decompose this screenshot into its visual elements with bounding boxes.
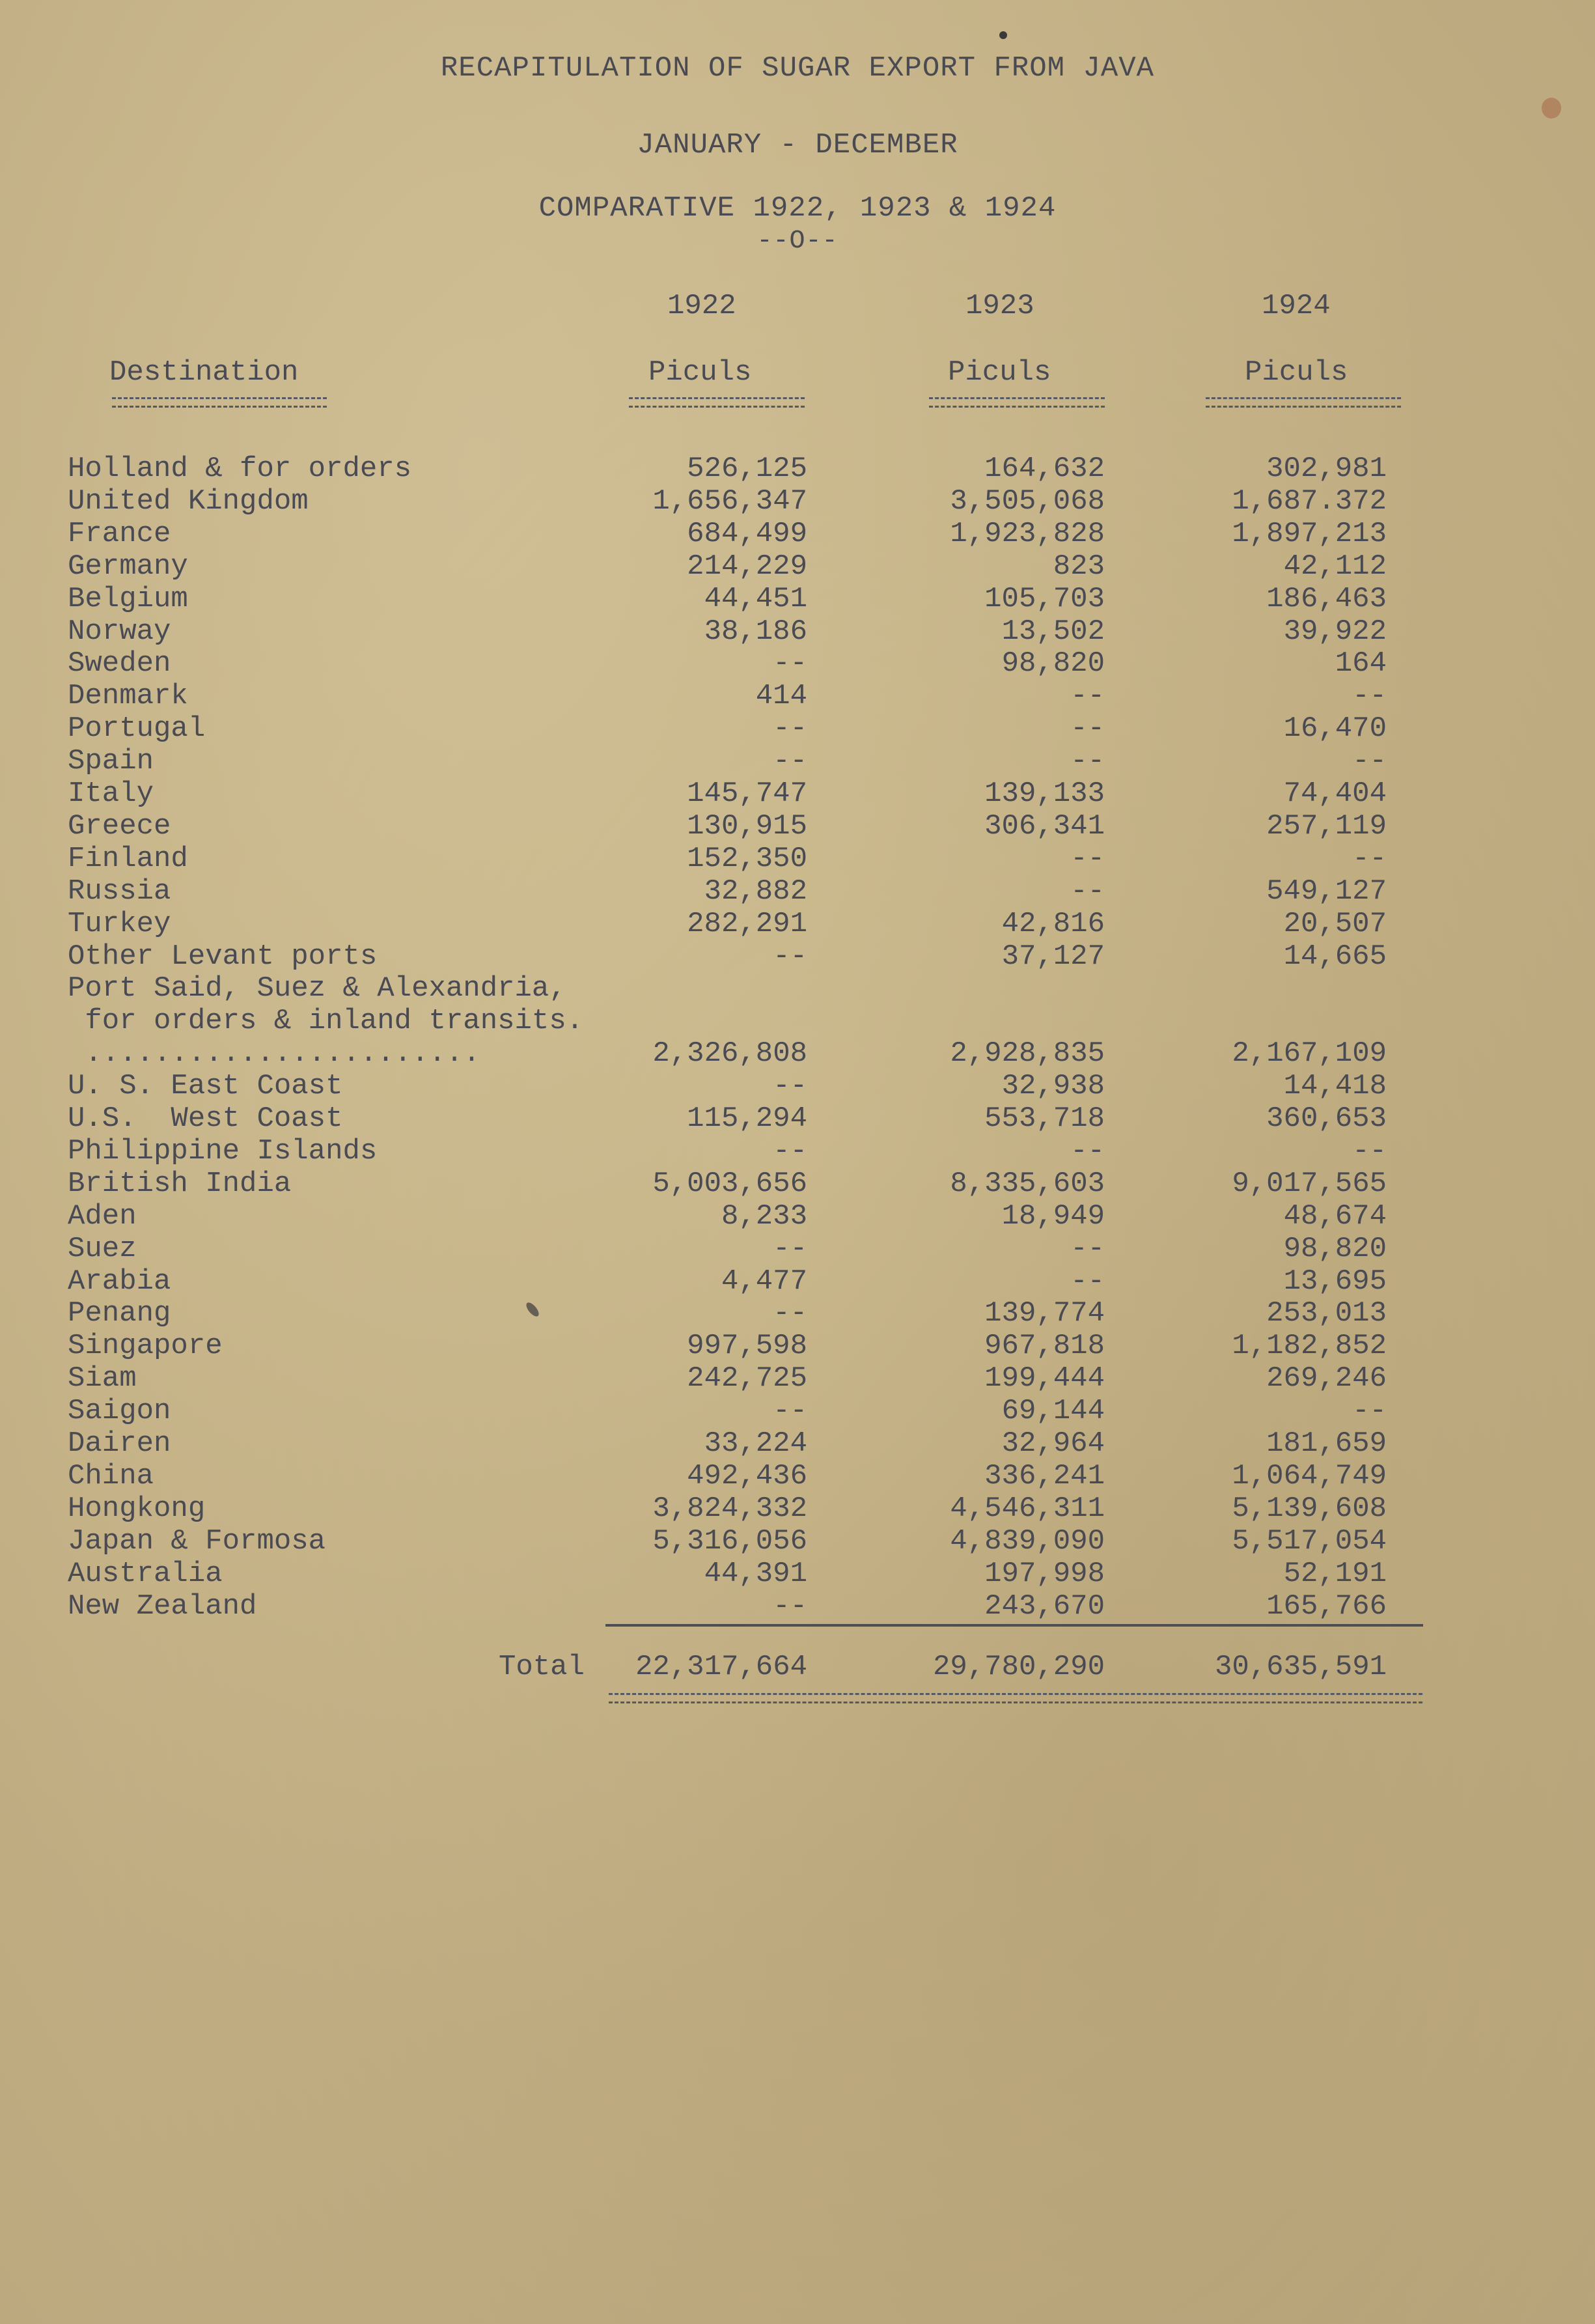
table-row (0, 1168, 1595, 1200)
value-1922-cell: 32,882 (704, 875, 807, 908)
value-1922-cell: -- (773, 745, 807, 778)
value-1923-cell: -- (1070, 1232, 1105, 1265)
ink-speck (999, 31, 1007, 39)
value-1923-cell: 37,127 (1001, 940, 1105, 973)
value-1922-cell: -- (773, 940, 807, 973)
destination-cell: China (68, 1459, 154, 1492)
table-row (0, 1200, 1595, 1233)
value-1924-cell: 2,167,109 (1232, 1037, 1387, 1071)
destination-cell: U. S. East Coast (68, 1070, 343, 1103)
value-1923-cell: -- (1070, 1265, 1105, 1298)
table-row (0, 810, 1595, 843)
table-row (0, 972, 1595, 1005)
value-1924-cell: 52,191 (1283, 1557, 1387, 1590)
value-1924-cell: 74,404 (1283, 777, 1387, 810)
value-1924-cell: 360,653 (1266, 1102, 1387, 1135)
value-1924-cell: 20,507 (1283, 907, 1387, 940)
value-1924-cell: 269,246 (1266, 1362, 1387, 1395)
value-1922-cell: 214,229 (687, 550, 807, 583)
value-1923-cell: 967,818 (984, 1330, 1105, 1363)
value-1923-cell: 2,928,835 (950, 1037, 1105, 1071)
comparative-label: COMPARATIVE 1922, 1923 & 1924 (538, 192, 1057, 225)
value-1922-cell: -- (773, 1395, 807, 1428)
destination-cell: for orders & inland transits. (68, 1005, 584, 1038)
destination-cell: Australia (68, 1557, 223, 1590)
document-title: RECAPITULATION OF SUGAR EXPORT FROM JAVA (440, 52, 1155, 85)
value-1923-cell: -- (1070, 680, 1105, 713)
table-row (0, 777, 1595, 810)
destination-cell: Belgium (68, 582, 188, 615)
table-row (0, 940, 1595, 973)
table-row (0, 1233, 1595, 1265)
destination-cell: Norway (68, 615, 171, 648)
value-1922-cell: 492,436 (687, 1459, 807, 1492)
total-1922: 22,317,664 (635, 1651, 807, 1683)
destination-cell: Germany (68, 550, 188, 583)
value-1922-cell: 2,326,808 (652, 1037, 807, 1071)
value-1922-cell: 44,391 (704, 1557, 807, 1590)
destination-cell: ....................... (68, 1037, 480, 1071)
value-1924-cell: 186,463 (1266, 582, 1387, 615)
table-row (0, 1395, 1595, 1427)
value-1922-cell: -- (773, 1589, 807, 1623)
value-1922-cell: -- (773, 1232, 807, 1265)
value-1923-cell: 18,949 (1001, 1199, 1105, 1233)
value-1924-cell: -- (1352, 745, 1387, 778)
destination-cell: Port Said, Suez & Alexandria, (68, 972, 566, 1005)
unit-1924-header: Piculs (1245, 356, 1348, 389)
table-row (0, 1460, 1595, 1492)
value-1922-cell: 33,224 (704, 1427, 807, 1460)
table-row (0, 1492, 1595, 1525)
value-1922-cell: 242,725 (687, 1362, 807, 1395)
destination-cell: Singapore (68, 1330, 223, 1363)
destination-cell: Greece (68, 809, 171, 843)
destination-cell: Aden (68, 1199, 137, 1233)
total-1923: 29,780,290 (932, 1651, 1105, 1683)
value-1923-cell: -- (1070, 875, 1105, 908)
value-1924-cell: 1,897,213 (1232, 517, 1387, 550)
destination-cell: Penang (68, 1297, 171, 1330)
table-row (0, 745, 1595, 777)
value-1924-cell: 9,017,565 (1232, 1167, 1387, 1200)
value-1924-cell: 1,064,749 (1232, 1459, 1387, 1492)
value-1923-cell: 98,820 (1001, 647, 1105, 680)
value-1924-cell: 1,687.372 (1232, 484, 1387, 518)
destination-cell: United Kingdom (68, 484, 309, 518)
value-1922-cell: 5,003,656 (652, 1167, 807, 1200)
table-row (0, 875, 1595, 908)
destination-cell: U.S. West Coast (68, 1102, 343, 1135)
table-row (0, 550, 1595, 583)
value-1922-cell: 8,233 (721, 1199, 807, 1233)
total-double-underline (609, 1693, 1422, 1703)
table-row (0, 843, 1595, 875)
value-1924-cell: 98,820 (1283, 1232, 1387, 1265)
table-row (0, 647, 1595, 680)
value-1923-cell: 8,335,603 (950, 1167, 1105, 1200)
value-1923-cell: 823 (1053, 550, 1105, 583)
value-1923-cell: 336,241 (984, 1459, 1105, 1492)
table-row (0, 1427, 1595, 1460)
destination-cell: Saigon (68, 1395, 171, 1428)
value-1922-cell: -- (773, 1297, 807, 1330)
value-1923-cell: 3,505,068 (950, 484, 1105, 518)
value-1923-cell: 4,546,311 (950, 1492, 1105, 1525)
table-row (0, 518, 1595, 550)
value-1924-cell: 1,182,852 (1232, 1330, 1387, 1363)
value-1924-cell: 14,418 (1283, 1070, 1387, 1103)
value-1922-cell: 3,824,332 (652, 1492, 807, 1525)
table-row (0, 1525, 1595, 1558)
value-1923-cell: 197,998 (984, 1557, 1105, 1590)
destination-cell: Arabia (68, 1265, 171, 1298)
table-row (0, 1037, 1595, 1070)
table-row (0, 615, 1595, 648)
table-row (0, 1558, 1595, 1590)
value-1923-cell: 199,444 (984, 1362, 1105, 1395)
value-1924-cell: 165,766 (1266, 1589, 1387, 1623)
table-row (0, 1297, 1595, 1330)
value-1922-cell: 1,656,347 (652, 484, 807, 518)
value-1924-cell: 42,112 (1283, 550, 1387, 583)
unit-1923-underline (929, 397, 1105, 408)
table-row (0, 680, 1595, 712)
value-1923-cell: 32,938 (1001, 1070, 1105, 1103)
year-1924-header: 1924 (1262, 290, 1331, 322)
value-1922-cell: 130,915 (687, 809, 807, 843)
destination-header-underline (112, 397, 327, 408)
value-1923-cell: 32,964 (1001, 1427, 1105, 1460)
table-row (0, 1070, 1595, 1102)
unit-1922-underline (629, 397, 805, 408)
value-1924-cell: 549,127 (1266, 875, 1387, 908)
value-1922-cell: 4,477 (721, 1265, 807, 1298)
total-label: Total (498, 1651, 585, 1683)
value-1923-cell: -- (1070, 745, 1105, 778)
value-1924-cell: 5,517,054 (1232, 1524, 1387, 1558)
value-1922-cell: -- (773, 1134, 807, 1168)
destination-cell: Suez (68, 1232, 137, 1265)
value-1922-cell: 5,316,056 (652, 1524, 807, 1558)
separator: --O-- (756, 227, 839, 256)
value-1922-cell: 414 (755, 680, 807, 713)
value-1923-cell: 139,133 (984, 777, 1105, 810)
value-1923-cell: 553,718 (984, 1102, 1105, 1135)
destination-cell: Finland (68, 842, 188, 875)
value-1923-cell: 139,774 (984, 1297, 1105, 1330)
destination-cell: France (68, 517, 171, 550)
destination-cell: Spain (68, 745, 154, 778)
value-1924-cell: -- (1352, 680, 1387, 713)
destination-cell: Italy (68, 777, 154, 810)
destination-cell: Japan & Formosa (68, 1524, 326, 1558)
value-1923-cell: 1,923,828 (950, 517, 1105, 550)
value-1923-cell: 13,502 (1001, 615, 1105, 648)
destination-cell: Philippine Islands (68, 1134, 378, 1168)
destination-cell: Other Levant ports (68, 940, 378, 973)
destination-cell: Siam (68, 1362, 137, 1395)
table-row (0, 453, 1595, 485)
value-1924-cell: 253,013 (1266, 1297, 1387, 1330)
value-1922-cell: 145,747 (687, 777, 807, 810)
value-1922-cell: 282,291 (687, 907, 807, 940)
destination-cell: Hongkong (68, 1492, 206, 1525)
table-row (0, 583, 1595, 615)
value-1922-cell: -- (773, 712, 807, 746)
value-1924-cell: 181,659 (1266, 1427, 1387, 1460)
total-row (0, 1651, 1595, 1683)
value-1924-cell: 5,139,608 (1232, 1492, 1387, 1525)
value-1922-cell: 152,350 (687, 842, 807, 875)
destination-cell: Dairen (68, 1427, 171, 1460)
table-row (0, 712, 1595, 745)
value-1923-cell: 69,144 (1001, 1395, 1105, 1428)
year-1922-header: 1922 (667, 290, 736, 322)
value-1922-cell: 38,186 (704, 615, 807, 648)
total-rule (605, 1624, 1423, 1627)
table-row (0, 1135, 1595, 1168)
destination-cell: New Zealand (68, 1589, 257, 1623)
table-row (0, 1265, 1595, 1298)
destination-cell: Holland & for orders (68, 453, 412, 485)
value-1923-cell: -- (1070, 1134, 1105, 1168)
year-1923-header: 1923 (965, 290, 1034, 322)
total-1924: 30,635,591 (1214, 1651, 1387, 1683)
table-row (0, 908, 1595, 940)
table-row (0, 485, 1595, 518)
value-1924-cell: 16,470 (1283, 712, 1387, 746)
value-1922-cell: 997,598 (687, 1330, 807, 1363)
value-1924-cell: 302,981 (1266, 453, 1387, 485)
destination-cell: Portugal (68, 712, 206, 746)
value-1922-cell: -- (773, 1070, 807, 1103)
destination-cell: Denmark (68, 680, 188, 713)
table-row (0, 1102, 1595, 1135)
table-row (0, 1590, 1595, 1623)
destination-cell: British India (68, 1167, 292, 1200)
destination-header: Destination (109, 356, 299, 389)
value-1922-cell: -- (773, 647, 807, 680)
value-1923-cell: -- (1070, 842, 1105, 875)
value-1924-cell: -- (1352, 1134, 1387, 1168)
value-1923-cell: 105,703 (984, 582, 1105, 615)
value-1923-cell: 164,632 (984, 453, 1105, 485)
destination-cell: Russia (68, 875, 171, 908)
value-1924-cell: 13,695 (1283, 1265, 1387, 1298)
unit-1924-underline (1206, 397, 1401, 408)
value-1924-cell: -- (1352, 842, 1387, 875)
value-1924-cell: 39,922 (1283, 615, 1387, 648)
table-row (0, 1330, 1595, 1362)
stain-mark (1542, 98, 1561, 119)
value-1922-cell: 115,294 (687, 1102, 807, 1135)
value-1923-cell: 4,839,090 (950, 1524, 1105, 1558)
table-row (0, 1362, 1595, 1395)
value-1924-cell: 257,119 (1266, 809, 1387, 843)
destination-cell: Sweden (68, 647, 171, 680)
value-1923-cell: 243,670 (984, 1589, 1105, 1623)
value-1923-cell: 42,816 (1001, 907, 1105, 940)
value-1923-cell: -- (1070, 712, 1105, 746)
value-1923-cell: 306,341 (984, 809, 1105, 843)
value-1924-cell: 164 (1335, 647, 1387, 680)
value-1922-cell: 684,499 (687, 517, 807, 550)
unit-1923-header: Piculs (948, 356, 1051, 389)
value-1922-cell: 526,125 (687, 453, 807, 485)
period-label: JANUARY - DECEMBER (637, 129, 958, 161)
value-1924-cell: -- (1352, 1395, 1387, 1428)
value-1924-cell: 48,674 (1283, 1199, 1387, 1233)
destination-cell: Turkey (68, 907, 171, 940)
table-row (0, 1005, 1595, 1037)
value-1922-cell: 44,451 (704, 582, 807, 615)
value-1924-cell: 14,665 (1283, 940, 1387, 973)
unit-1922-header: Piculs (648, 356, 752, 389)
